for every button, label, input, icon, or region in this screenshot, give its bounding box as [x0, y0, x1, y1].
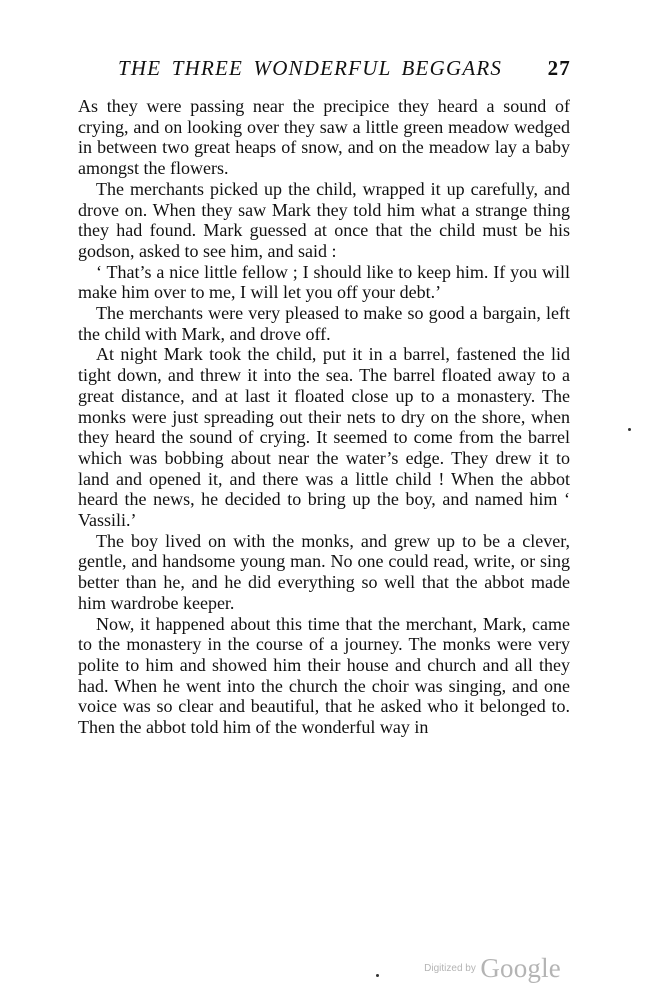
paragraph: Now, it happened about this time that the merchant, Mark, came to the monastery in the course of a journey. The monks were very polite to him and showed him their house and church and all they had. When he went into the church the choir was singing, and one voice was so clear and beautiful, that he asked who it belonged to. Then the abbot told him of the wonderful way in: [78, 613, 570, 738]
paragraph: ‘ That’s a nice little fellow ; I should like to keep him. If you will make him over to me, I will let you off your debt.’: [78, 261, 570, 303]
digitization-watermark: [424, 953, 561, 984]
margin-speck: [628, 428, 631, 431]
google-logo: Google: [480, 953, 561, 983]
running-header: [78, 56, 571, 86]
paragraph: The merchants were very pleased to make so good a bargain, left the child with Mark, and drove off.: [78, 303, 570, 344]
page-speck: [376, 974, 379, 977]
body-text: [78, 96, 570, 738]
paragraph: As they were passing near the precipice they heard a sound of crying, and on looking over they saw a little green meadow wedged in between two great heaps of snow, and on the meadow lay a baby amongst the flowers.: [78, 96, 570, 179]
paragraph: At night Mark took the child, put it in a barrel, fastened the lid tight down, and threw it into the sea. The barrel floated away to a great distance, and at last it floated close up to a monastery. The monks were just spreading out their nets to dry on the shore, when they heard the sound of crying. It seemed to come from the barrel which was bobbing about near the water’s edge. They drew it to land and opened it, and there was a little child ! When the abbot heard the news, he decided to bring up the boy, and named him ‘ Vassili.’: [78, 344, 570, 531]
page-number: 27: [547, 56, 571, 80]
running-title: THE THREE WONDERFUL BEGGARS: [118, 56, 503, 80]
paragraph: The boy lived on with the monks, and grew up to be a clever, gentle, and handsome young man. No one could read, write, or sing better than he, and he did everything so well that the abbot made him wardrobe keeper.: [78, 530, 570, 613]
paragraph: The merchants picked up the child, wrapped it up carefully, and drove on. When they saw Mark they told him what a strange thing they had found. Mark guessed at once that the child must be his godson, asked to see him, and said :: [78, 178, 570, 261]
watermark-digitized-label: Digitized by: [424, 963, 476, 974]
